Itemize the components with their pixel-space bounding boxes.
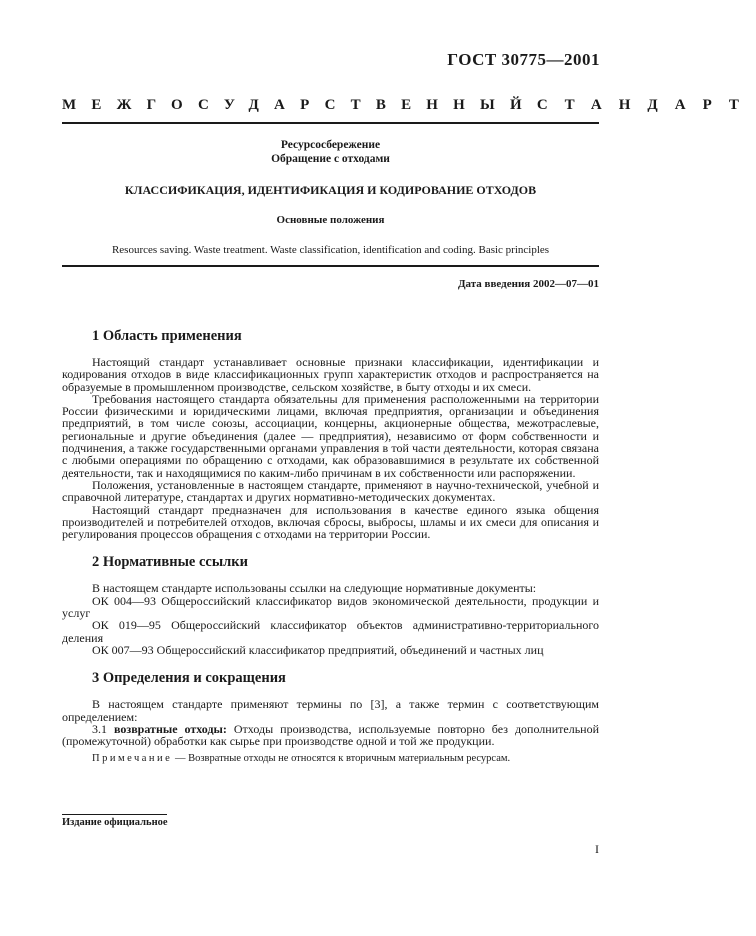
section-3-paragraph: В настоящем стандарте применяют термины по [3], а также термин с соответствующим определением: bbox=[62, 697, 599, 724]
page-number: I bbox=[595, 842, 599, 856]
title-block bbox=[62, 138, 599, 257]
subtitle-basic: Основные положения bbox=[276, 214, 385, 226]
english-title: Resources saving. Waste treatment. Waste classification, identification and coding. Basic principles bbox=[111, 244, 550, 256]
definition-3-1 bbox=[62, 723, 599, 748]
section-1-paragraph: Настоящий стандарт предназначен для использования в качестве единого языка общения производителей и потребителей отходов, включая сбросы, выбросы, шламы и их смеси для описания и регулирования процессов обращения с отходами на территории России. bbox=[62, 502, 599, 542]
title-line-2: Обращение с отходами bbox=[271, 153, 390, 165]
official-edition-label: Издание официальное bbox=[62, 817, 168, 828]
reference-item: ОК 019—95 Общероссийский классификатор объектов административно-территориального деления bbox=[62, 618, 599, 645]
note-text: — Возвратные отходы не относятся к вторичным материальным ресурсам. bbox=[174, 753, 511, 765]
section-1-paragraph: Требования настоящего стандарта обязательны для применения расположенными на территории России физическими и юридическими лицами, включая предприятия, организации и объединения предприятий, в том числе союзы, ассоциации, концерны, акционерные общества, межотраслевые, региональные и другие объединения (далее — предприятия), независимо от форм собственности и подчинения, а также государственными органами управления в той части деятельности, которая связана с любыми операциями по обращению с отходами, как образовавшимися в результате их собственной деятельности, так и находящимися по каким-либо причинам в их собственности или распоряжении. bbox=[62, 391, 599, 480]
section-1-paragraph: Положения, установленные в настоящем стандарте, применяют в научно-технической, учебной и справочной литературе, стандартах и других нормативно-методических документах. bbox=[62, 477, 599, 505]
section-3-heading: 3 Определения и сокращения bbox=[92, 670, 286, 687]
definition-number: 3.1 bbox=[92, 721, 107, 736]
definition-term: возвратные отходы: bbox=[113, 721, 227, 736]
definition-text: Отходы производства, используемые повторно без дополнительной (промежуточной) обработки как сырье при производстве одной и той же продукции. bbox=[62, 721, 600, 749]
heading-word-standard: СТАНДАРТ bbox=[536, 97, 756, 113]
standard-code: ГОСТ 30775—2001 bbox=[447, 50, 600, 69]
section-1-paragraph: Настоящий стандарт устанавливает основные признаки классификации, идентификации и кодирования отходов в виде классификационных групп характеристик отходов и распространяется на образуемые в промышленном производстве, сельском хозяйстве, в быту отходы и их смеси. bbox=[62, 355, 599, 394]
section-2-heading: 2 Нормативные ссылки bbox=[92, 554, 248, 571]
interstate-standard-heading bbox=[62, 97, 756, 114]
section-2-paragraph: В настоящем стандарте использованы ссылки на следующие нормативные документы: bbox=[92, 581, 537, 596]
note bbox=[62, 753, 599, 765]
mid-divider bbox=[62, 265, 599, 267]
main-title: КЛАССИФИКАЦИЯ, ИДЕНТИФИКАЦИЯ И КОДИРОВАНИЕ ОТХОДОВ bbox=[124, 183, 537, 197]
note-label: Примечание bbox=[92, 753, 173, 765]
footer-divider bbox=[62, 814, 167, 815]
reference-item: ОК 007—93 Общероссийский классификатор предприятий, объединений и частных лиц bbox=[92, 642, 544, 657]
title-line-1: Ресурсосбережение bbox=[280, 139, 381, 151]
document-body bbox=[62, 328, 599, 766]
section-1-heading: 1 Область применения bbox=[92, 328, 242, 344]
introduction-date: Дата введения 2002—07—01 bbox=[457, 278, 599, 290]
top-divider bbox=[62, 122, 599, 124]
heading-word-interstate: МЕЖГОСУДАРСТВЕННЫЙ bbox=[62, 97, 537, 113]
reference-item: ОК 004—93 Общероссийский классификатор видов экономической деятельности, продукции и услуг bbox=[62, 593, 599, 621]
